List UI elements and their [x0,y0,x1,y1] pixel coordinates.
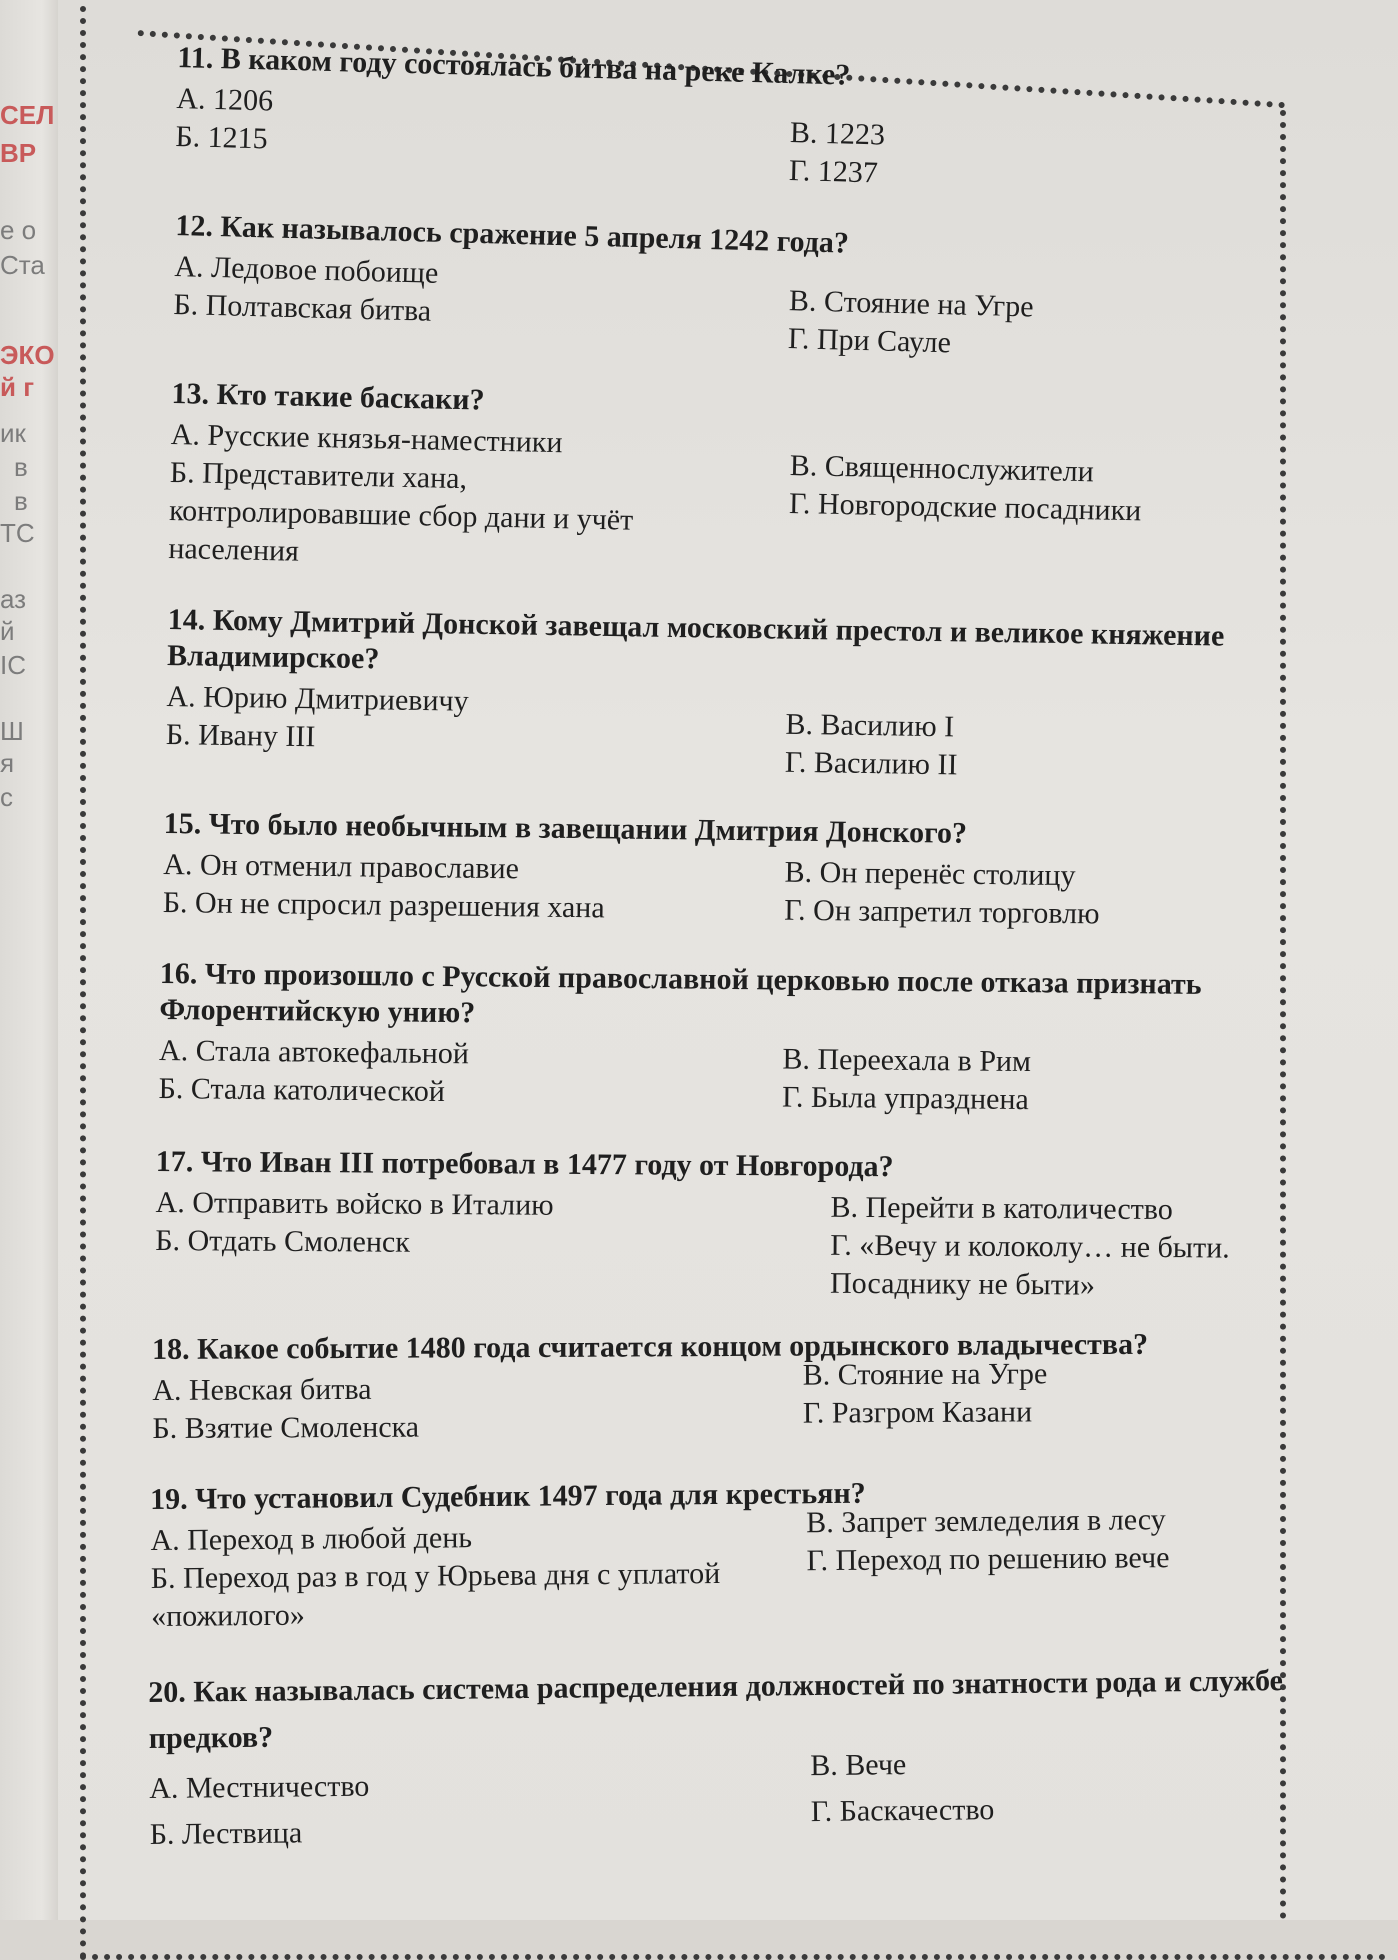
answer-option-v: В. Вече [810,1748,907,1783]
question-title: 18. Какое событие 1480 года считается концом ордынского владычества? [152,1327,1149,1366]
question-14 [165,602,1368,791]
answer-options [165,678,1366,791]
answer-option-b: Б. 1215 [175,119,269,156]
background-fragment: е о [0,215,37,245]
background-fragment: ІС [0,650,26,680]
answer-option-g: Г. Новгородские посадники [788,486,1142,528]
background-fragment: СЕЛ [0,100,55,130]
answer-option-g: Г. Была упразднена [781,1080,1030,1117]
options-left [165,678,786,782]
background-fragment: Ста [0,250,45,280]
options-left [149,1759,811,1858]
question-12 [172,208,1367,373]
question-15 [163,806,1368,937]
question-title: 11. В каком году состоялась битва на реке Калке? [177,40,851,92]
answer-option-v: В. Запрет земледелия в лесу [806,1503,1166,1540]
options-right [784,854,1367,937]
answer-option-b: Б. Переход раз в год у Юрьева дня с уплатой «пожилого» [150,1557,721,1633]
answer-option-a: А. Стала автокефальной [158,1033,470,1071]
options-left [163,846,785,930]
question-19 [150,1471,1369,1636]
answer-option-a: А. Местничество [149,1769,370,1805]
options-left [158,1032,782,1117]
background-fragment: в [14,486,28,516]
options-left [152,1369,803,1448]
answer-option-a: А. Невская битва [152,1372,372,1407]
background-fragment: й [0,616,15,646]
answer-options [149,1748,1370,1858]
question-title: 16. Что произошло с Русской православной церковью после отказа признать Флорентийскую унию? [159,956,1202,1030]
answer-options [152,1357,1368,1448]
answer-option-a: А. Отправить войско в Италию [155,1185,554,1222]
background-fragment: Ш [0,716,24,746]
answer-option-b: Б. Отдать Смоленск [155,1223,410,1259]
answer-option-g: Г. «Вечу и колоколу… не быти. Посаднику не быти» [829,1228,1230,1302]
answer-option-g: Г. Он запретил торговлю [783,893,1100,931]
background-fragment: я [0,748,15,778]
options-right [788,96,1366,205]
answer-option-v: В. Он перенёс столицу [784,855,1076,893]
answer-option-a: А. Ледовое побоище [174,249,439,290]
question-18 [152,1326,1369,1448]
answer-option-b: Б. Взятие Смоленска [152,1410,420,1445]
options-left [150,1516,807,1636]
background-fragment: ик [0,418,26,448]
answer-option-a: А. Юрию Дмитриевичу [166,679,469,718]
background-fragment: с [0,782,13,812]
question-title: 20. Как называлась система распределения должностей по знатности рода и службе предков? [148,1664,1284,1755]
answer-option-a: А. 1206 [176,81,274,118]
answer-option-a: А. Русские князья-наместники [170,417,563,460]
options-right [810,1737,1370,1851]
question-title: 19. Что установил Судебник 1497 года для крестьян? [150,1476,866,1516]
answer-option-v: В. 1223 [789,116,886,152]
worksheet-paper [58,0,1398,1920]
answer-option-g: Г. Баскачество [810,1793,995,1829]
options-left [168,416,671,578]
background-fragment: ЭКО [0,340,55,370]
answer-option-g: Г. Разгром Казани [802,1395,1033,1430]
options-right [806,1499,1369,1630]
question-11 [174,40,1367,205]
options-right [785,688,1367,791]
options-left [174,80,790,190]
question-17 [155,1144,1368,1306]
answer-option-a: А. Он отменил православие [163,847,520,886]
answer-options [168,416,1367,593]
answer-option-b: Б. Лествица [149,1816,303,1851]
options-right [782,1039,1367,1123]
question-20 [148,1657,1370,1858]
question-16 [158,956,1368,1123]
options-right [788,264,1367,373]
answer-option-b: Б. Полтавская битва [173,287,432,328]
background-fragment: ВР [0,138,37,168]
answer-options [158,1032,1367,1123]
question-13 [168,376,1368,593]
background-fragment: й г [0,372,35,402]
answer-option-g: Г. Василию II [784,745,958,782]
background-fragment: ТС [0,518,35,548]
options-right [830,1189,1311,1306]
question-list [118,40,1368,1892]
question-title: 15. Что было необычным в завещании Дмитрия Донского? [163,806,968,850]
answer-option-a: А. Переход в любой день [150,1521,473,1557]
answer-option-g: Г. При Сауле [787,322,952,360]
background-fragment: в [14,452,28,482]
answer-option-v: В. Переехала в Рим [782,1042,1032,1079]
answer-options [163,846,1368,937]
options-left [172,248,789,358]
answer-options [150,1503,1369,1636]
options-right [803,1354,1369,1445]
question-title: 17. Что Иван III потребовал в 1477 году от Новгорода? [155,1145,894,1184]
answer-option-g: Г. 1237 [788,154,879,190]
question-title: 14. Кому Дмитрий Донской завещал московский престол и великое княжение Владимирское? [166,602,1225,676]
options-left [155,1184,831,1303]
answer-option-b: Б. Ивану III [165,717,316,754]
question-title: 12. Как называлось сражение 5 апреля 1242 года? [175,208,850,260]
answer-options [155,1184,1368,1306]
answer-option-v: В. Стояние на Угре [802,1357,1048,1392]
background-fragment: аз [0,584,27,614]
answer-option-b: Б. Он не спросил разрешения хана [162,885,605,925]
answer-option-b: Б. Представители хана, контролировавшие сбор дани и учёт населения [168,455,634,568]
answer-option-v: В. Священнослужители [789,448,1095,489]
answer-option-b: Б. Стала католической [158,1071,446,1108]
question-title: 13. Кто такие баскаки? [171,376,485,417]
answer-option-g: Г. Переход по решению вече [806,1541,1170,1578]
answer-option-v: В. Василию I [785,707,955,744]
answer-option-v: В. Стояние на Угре [788,284,1034,324]
options-right [787,429,1366,593]
answer-option-v: В. Перейти в католичество [830,1190,1173,1227]
